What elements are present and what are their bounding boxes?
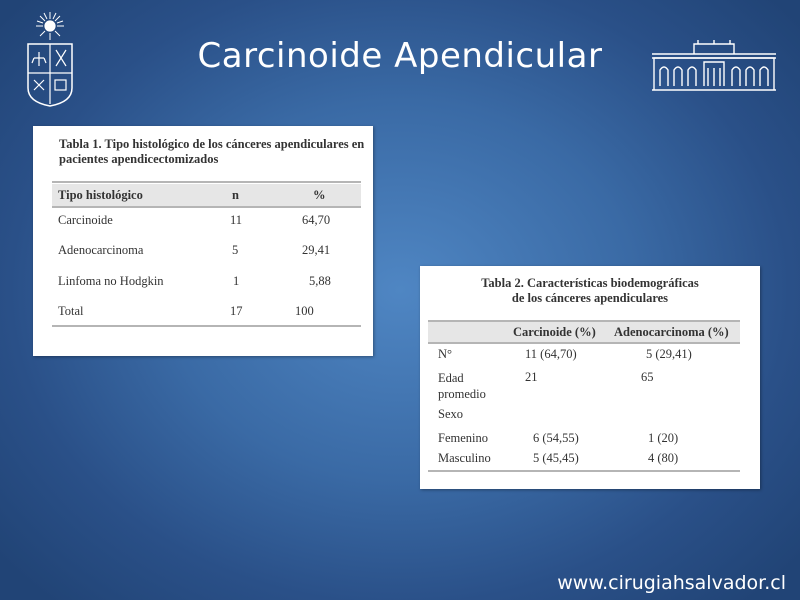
table2-header-row — [428, 325, 740, 343]
table1-cell-n: 1 — [233, 274, 240, 288]
table1-cell-pct: 64,70 — [302, 213, 331, 227]
slide-title: Carcinoide Apendicular — [197, 36, 603, 76]
table2-bottom-rule — [428, 470, 740, 472]
table2-cell-adeno: 1 (20) — [648, 431, 679, 445]
table1-panel — [33, 126, 373, 356]
table1-header-pct: % — [313, 188, 326, 202]
hospital-building-icon — [650, 40, 778, 92]
table1-cell-type: Adenocarcinoma — [58, 243, 144, 257]
table2-cell-adeno: 5 (29,41) — [646, 347, 692, 361]
table-row — [428, 407, 740, 425]
table-row — [428, 431, 740, 449]
table2-caption-line2: de los cánceres apendiculares — [511, 291, 669, 305]
table1-caption: Tabla 1. Tipo histológico de los cánceres apendiculares en pacientes apendicectomizados — [59, 137, 365, 166]
table1-cell-pct: 5,88 — [309, 274, 331, 288]
table2-panel — [420, 266, 760, 489]
table1-header-row — [52, 188, 361, 206]
table2-cell-label: Masculino — [438, 451, 491, 465]
table-row — [428, 370, 740, 404]
table-row — [52, 304, 361, 322]
table2-header-adenocarcinoma: Adenocarcinoma (%) — [614, 325, 729, 339]
table1-cell-n: 11 — [230, 213, 243, 227]
table2-header-rule — [428, 342, 740, 344]
table2-cell-adeno: 65 — [641, 370, 654, 384]
table2-cell-carcinoide: 11 (64,70) — [525, 347, 577, 361]
table1-cell-n: 17 — [230, 304, 243, 318]
table1-header-n: n — [232, 188, 239, 202]
table2-cell-carcinoide: 6 (54,55) — [533, 431, 579, 445]
table2 — [428, 320, 740, 470]
table2-header-carcinoide: Carcinoide (%) — [513, 325, 596, 339]
website-url: www.cirugiahsalvador.cl — [557, 572, 786, 594]
table1-cell-pct: 29,41 — [302, 243, 331, 257]
table1-header-type: Tipo histológico — [58, 188, 143, 202]
table1-cell-type: Linfoma no Hodgkin — [58, 274, 164, 288]
table1-cell-type: Total — [58, 304, 84, 318]
table1-cell-type: Carcinoide — [58, 213, 113, 227]
table-row — [52, 274, 361, 292]
table-row — [52, 243, 361, 261]
table2-cell-carcinoide: 5 (45,45) — [533, 451, 579, 465]
table2-cell-label: N° — [438, 347, 453, 361]
table2-cell-carcinoide: 21 — [525, 370, 538, 384]
table1-cell-n: 5 — [232, 243, 239, 257]
table1 — [52, 181, 361, 331]
table2-cell-label: Femenino — [438, 431, 488, 445]
table2-cell-adeno: 4 (80) — [648, 451, 679, 465]
table-row — [428, 347, 740, 365]
table1-cell-pct: 100 — [295, 304, 314, 318]
table1-header-rule — [52, 206, 361, 208]
table-row — [428, 451, 740, 469]
table-row — [52, 213, 361, 231]
table2-cell-label: Sexo — [438, 407, 463, 421]
table2-caption-line1: Tabla 2. Características biodemográficas — [481, 276, 699, 290]
table1-bottom-rule — [52, 325, 361, 327]
table2-top-rule — [428, 320, 740, 322]
university-crest-icon — [22, 10, 78, 108]
table1-top-rule — [52, 181, 361, 183]
table2-caption — [460, 276, 720, 306]
table2-cell-label: Edad promedio — [438, 371, 486, 401]
